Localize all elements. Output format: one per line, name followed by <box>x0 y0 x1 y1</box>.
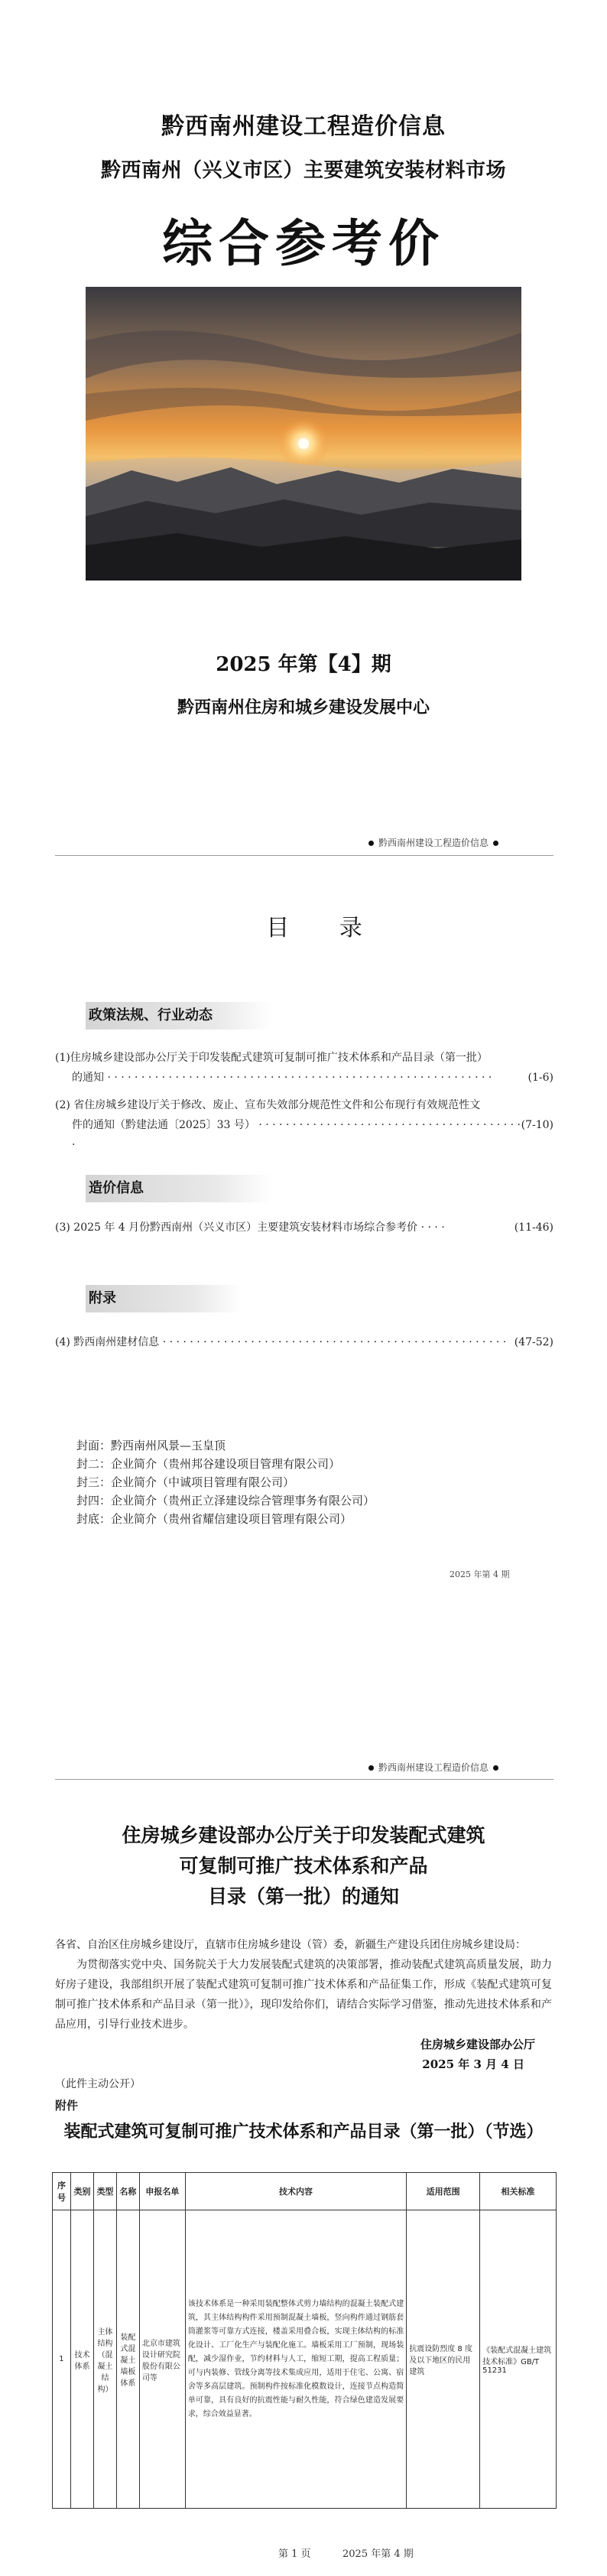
cover-page-item: 封四：企业简介（贵州正立泽建设综合管理事务有限公司） <box>76 1494 375 1508</box>
toc-item-2[interactable] <box>55 1095 553 1155</box>
cell-applicant: 北京市建筑设计研究院股份有限公司等 <box>139 2210 185 2509</box>
running-header-text: 黔西南州建设工程造价信息 <box>378 1762 489 1773</box>
toc-item-cont-text: 件的通知（黔建法通〔2025〕33 号） · · · · · · · · · · · · · · · · · · · · · · · · · · · · · · · · · · · · · · · · <box>72 1119 521 1151</box>
toc-item-label: (2) 省住房城乡建设厅关于修改、废止、宣布失效部分规范性文件和公布现行有效规范性文 <box>55 1099 481 1111</box>
header-divider <box>55 855 553 856</box>
bullet-dot-icon <box>368 1765 374 1771</box>
col-header: 名称 <box>116 2173 139 2210</box>
toc-item-continuation <box>55 1115 553 1155</box>
running-header-text: 黔西南州建设工程造价信息 <box>378 838 489 848</box>
toc-item-label: (3) 2025 年 4 月份黔西南州（兴义市区）主要建筑安装材料市场综合参考价 · · · · <box>55 1221 445 1234</box>
bullet-dot-icon <box>493 841 498 846</box>
running-header <box>364 1761 503 1774</box>
table-row <box>53 2210 557 2509</box>
notice-title <box>0 1820 607 1912</box>
cover-photo-sunset <box>86 287 521 581</box>
toc-item-4[interactable] <box>55 1332 553 1352</box>
toc-item-label: (4) 黔西南州建材信息 · · · · · · · · · · · · · · · · · · · · · · · · · · · · · · · · · · · · · · · · · · · · · · · · · · · <box>55 1336 507 1348</box>
cover-title-main: 综合参考价 <box>162 213 445 273</box>
issue-note: 2025 年第 4 期 <box>450 1569 510 1579</box>
toc-item-page: (11-46) <box>514 1221 553 1234</box>
notice-date: 2025 年 3 月 4 日 <box>422 2057 524 2071</box>
cover-page-item: 封面：黔西南州风景—玉皇顶 <box>76 1439 226 1452</box>
cell-no: 1 <box>53 2210 71 2509</box>
col-header: 技术内容 <box>185 2173 406 2210</box>
cell-type: 主体结构（混凝土结构） <box>93 2210 116 2509</box>
toc-item-3[interactable] <box>55 1218 553 1238</box>
notice-title-line: 目录（第一批）的通知 <box>207 1885 399 1908</box>
cover-page-item: 封底：企业简介（贵州省耀信建设项目管理有限公司） <box>76 1512 352 1526</box>
cell-standards: 《装配式混凝土建筑技术标准》GB/T 51231 <box>480 2210 557 2509</box>
toc-section-heading-policy: 政策法规、行业动态 <box>86 1002 272 1029</box>
running-header <box>364 836 503 849</box>
col-header: 类型 <box>93 2173 116 2210</box>
toc-title: 目 录 <box>266 915 384 942</box>
col-header: 适用范围 <box>407 2173 480 2210</box>
cell-tech: 该技术体系是一种采用装配整体式剪力墙结构的混凝土装配式建筑，其主体结构构件采用预制混凝土墙板，竖向构件通过钢筋套筒灌浆等可靠方式连接，楼盖采用叠合板，实现主体结构的标准化设计、工厂化生产与装配化施工。墙板采用工厂预制，现场装配，减少湿作业，节约材料与人工，缩短工期，提高工程质量；可与内装修、管线分离等技术集成应用，适用于住宅、公寓、宿舍等多高层建筑。预制构件按标准化模数设计，连接节点构造简单可靠，具有良好的抗震性能与耐久性能，符合绿色建造发展要求，综合效益显著。 <box>185 2210 406 2509</box>
footer-page: 第 1 页 <box>278 2548 311 2560</box>
col-header: 序号 <box>53 2173 71 2210</box>
cover-title-line2: 黔西南州（兴义市区）主要建筑安装材料市场 <box>100 159 506 182</box>
col-header: 类别 <box>70 2173 93 2210</box>
notice-addressee: 各省、自治区住房城乡建设厅，直辖市住房城乡建设（管）委，新疆生产建设兵团住房城乡建设局： <box>55 1939 526 1951</box>
cell-category: 技术体系 <box>70 2210 93 2509</box>
notice-disclosure: （此件主动公开） <box>55 2078 141 2090</box>
toc-item-page: (1-6) <box>527 1072 553 1084</box>
bullet-dot-icon <box>493 1765 498 1771</box>
catalog-header-row <box>53 2173 557 2210</box>
cover-publisher: 黔西南州住房和城乡建设发展中心 <box>177 698 430 717</box>
col-header: 相关标准 <box>480 2173 557 2210</box>
toc-section-heading-appendix: 附录 <box>86 1285 242 1312</box>
cell-scope: 抗震设防烈度 8 度及以下地区的民用建筑 <box>407 2210 480 2509</box>
toc-section-heading-cost: 造价信息 <box>86 1175 272 1202</box>
notice-title-line: 可复制可推广技术体系和产品 <box>179 1855 428 1877</box>
cover-title-line1: 黔西南州建设工程造价信息 <box>161 113 446 140</box>
toc-item-cont-text: 的通知 · · · · · · · · · · · · · · · · · · · · · · · · · · · · · · · · · · · · · · · · · · · · · · · · · · · · · · · · · <box>72 1072 492 1084</box>
cover-page-item: 封三：企业简介（中诚项目管理有限公司） <box>76 1475 295 1489</box>
attachment-label: 附件 <box>55 2099 79 2113</box>
catalog-title: 装配式建筑可复制可推广技术体系和产品目录（第一批）（节选） <box>63 2122 544 2142</box>
header-divider <box>55 1779 553 1780</box>
toc-item-page: (47-52) <box>514 1336 553 1348</box>
catalog-table <box>52 2172 557 2509</box>
cover-period: 2025 年第【4】期 <box>216 653 391 676</box>
toc-item-page: (7-10) <box>521 1119 553 1131</box>
cover-page-item: 封二：企业简介（贵州邦谷建设项目管理有限公司） <box>76 1457 341 1471</box>
footer-issue: 2025 年第 4 期 <box>342 2548 414 2560</box>
bullet-dot-icon <box>368 841 374 846</box>
notice-signer: 住房城乡建设部办公厅 <box>420 2038 535 2051</box>
toc-item-continuation <box>55 1068 553 1088</box>
notice-title-line: 住房城乡建设部办公厅关于印发装配式建筑 <box>122 1824 485 1846</box>
notice-body: 为贯彻落实党中央、国务院关于大力发展装配式建筑的决策部署，推动装配式建筑高质量发展，助力好房子建设，我部组织开展了装配式建筑可复制可推广技术体系和产品征集工作，形成《装配式建筑可复制可推广技术体系和产品目录（第一批）》，现印发给你们，请结合实际学习借鉴，推动先进技术体系和产品应用，引导行业技术进步。 <box>55 1959 552 2031</box>
toc-item-label: (1)住房城乡建设部办公厅关于印发装配式建筑可复制可推广技术体系和产品目录（第一批） <box>55 1052 488 1064</box>
col-header: 申报名单 <box>139 2173 185 2210</box>
toc-item-1[interactable] <box>55 1048 553 1088</box>
cover-pages-list <box>76 1436 375 1528</box>
cell-name: 装配式混凝土墙板体系 <box>116 2210 139 2509</box>
